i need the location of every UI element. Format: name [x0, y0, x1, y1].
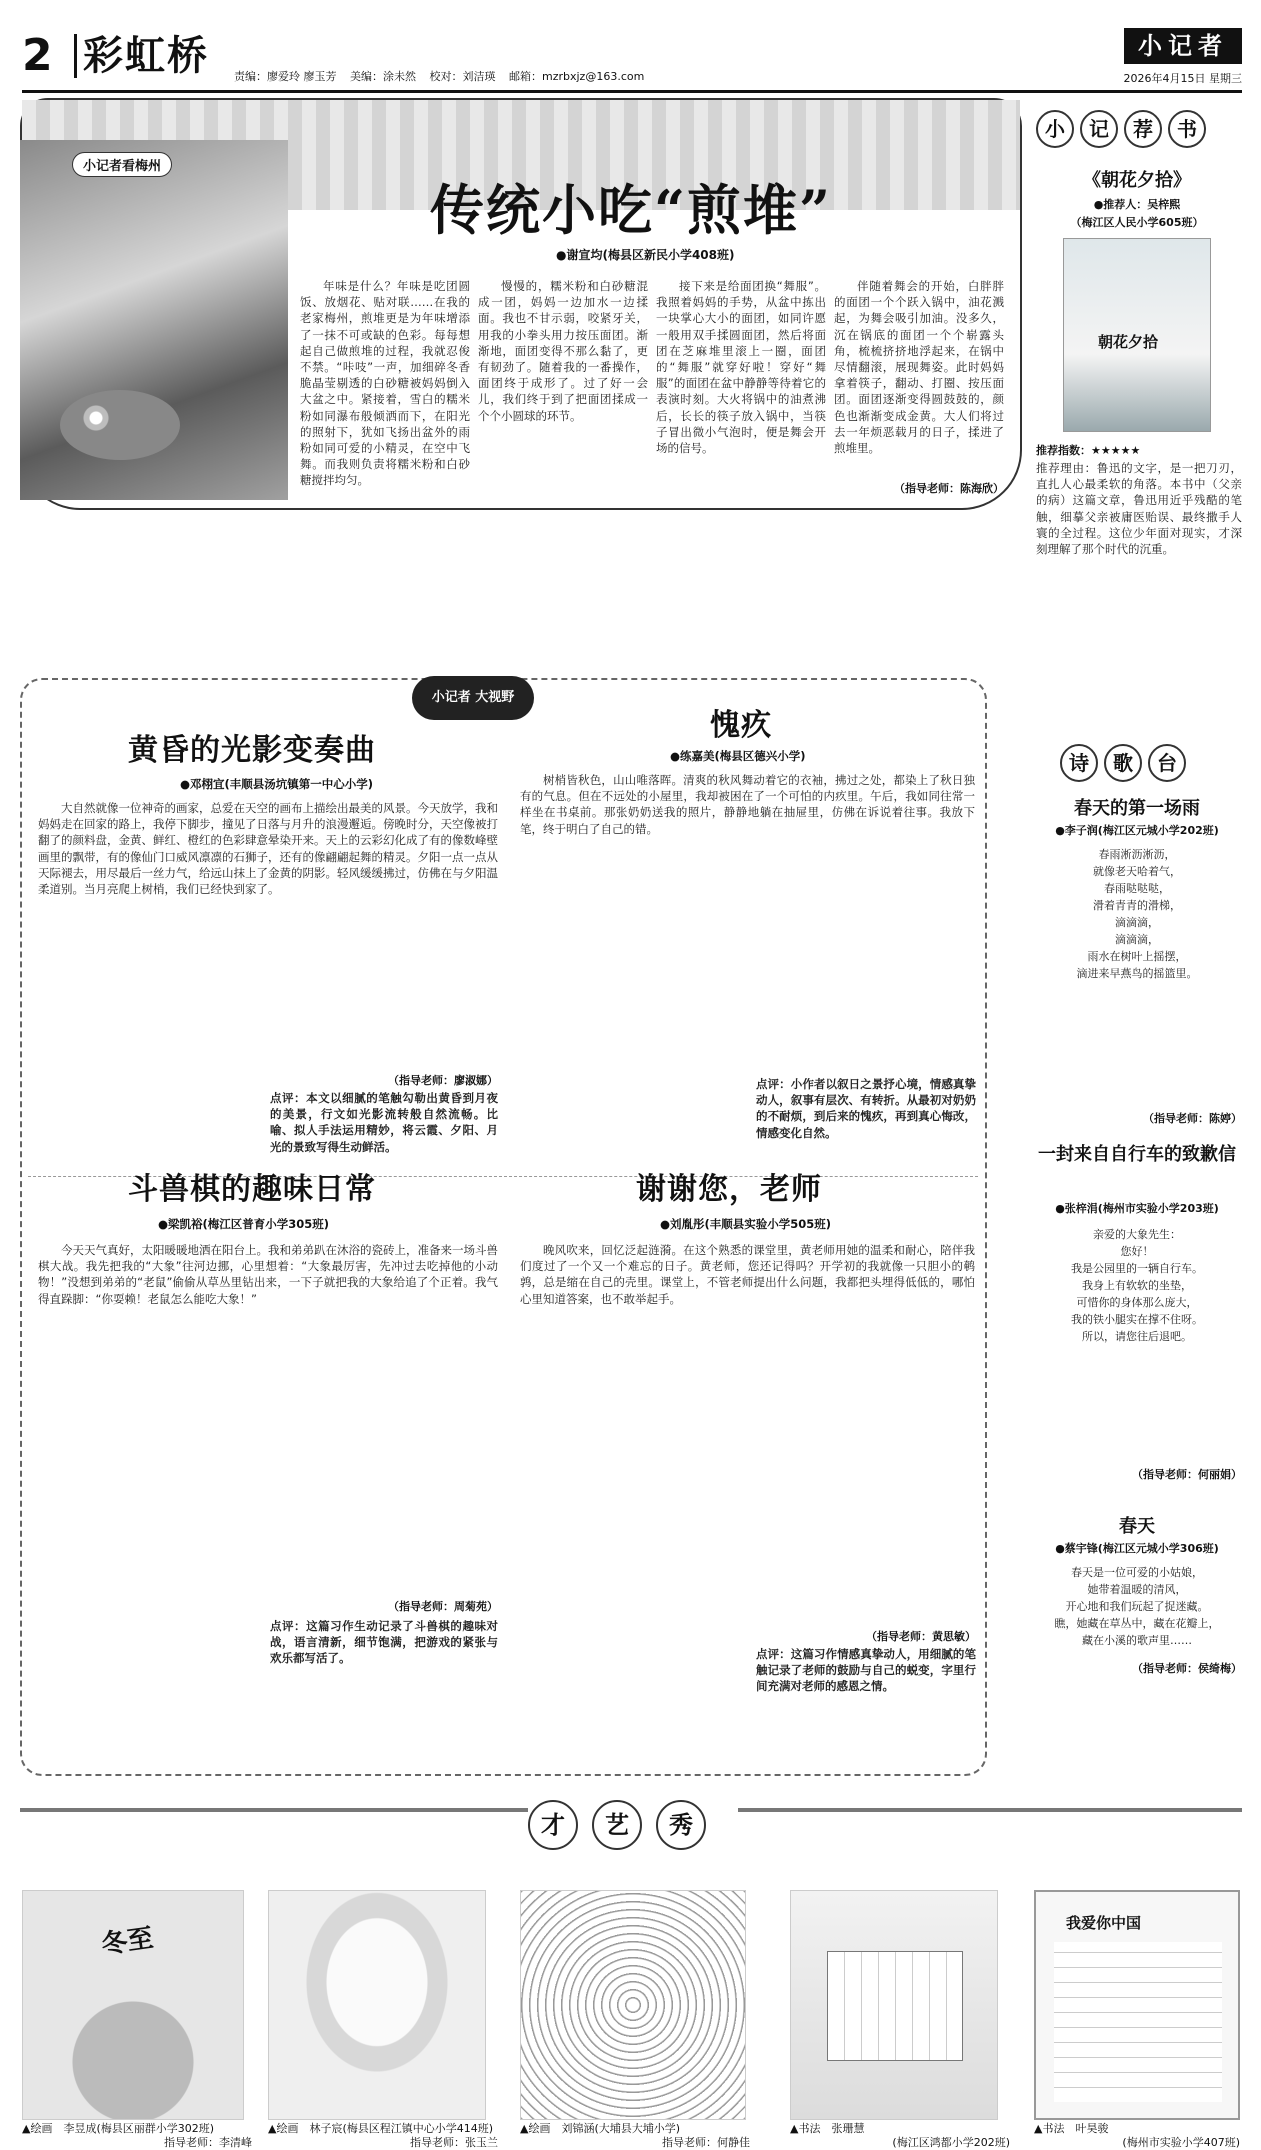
caption-teacher: 指导老师：李清峰	[164, 2136, 252, 2149]
poetry-char-2: 歌	[1104, 744, 1142, 782]
recommend-index-label: 推荐指数：	[1036, 444, 1091, 457]
poem-body-1	[1032, 846, 1242, 982]
gallery-char-1: 才	[528, 1800, 578, 1850]
article-byline-chess: ●梁凯裕(梅江区普育小学305班)	[158, 1217, 330, 1231]
poem-line: 可惜你的身体那么庞大，	[1076, 1296, 1198, 1309]
poem-line: 春雨淅沥淅沥，	[1098, 848, 1176, 861]
article-title-chess: 斗兽棋的趣味日常	[128, 1172, 376, 1207]
poem-line: 滴滴滴，	[1115, 933, 1159, 946]
feature-col-3: 接下来是给面团换“舞服”。我照着妈妈的手势，从盆中拣出一块掌心大小的面团，如同许愿一般用双手揉圆面团，然后将面团在芝麻堆里滚上一圈，面团的“舞服”就穿好啦！穿好“舞服”的面团在盆中静静等待着它的表演时刻。大火将锅中的油煮沸后，长长的筷子放入锅中，当筷子冒出微小气泡时，便是舞会开场的信号。	[656, 279, 826, 456]
section-title: 彩虹桥	[74, 34, 209, 78]
artwork-caption-4	[790, 2122, 1010, 2150]
recommend-index	[1036, 442, 1140, 458]
poem-line: 滴滴滴，	[1115, 916, 1159, 929]
caption-teacher: 指导老师：何静佳	[662, 2136, 750, 2149]
poem-line: 就像老天哈着气，	[1093, 865, 1181, 878]
article-body-teacher: 晚风吹来，回忆泛起涟漪。在这个熟悉的课堂里，黄老师用她的温柔和耐心，陪伴我们度过了一个又一个难忘的日子。黄老师，您还记得吗？开学初的我就像一只胆小的鹌鹑，总是缩在自己的壳里。课堂上，不管老师提出什么问题，我都把头埋得低低的，哪怕心里知道答案，也不敢举起手。	[520, 1243, 975, 1306]
poem-line: 瞧，她藏在草丛中，藏在花瓣上，	[1054, 1617, 1220, 1630]
feature-col-1: 年味是什么？年味是吃团圆饭、放烟花、贴对联……在我的老家梅州，煎堆更是为年味增添了一抹不可或缺的色彩。每每想起自己做煎堆的过程，我就忍俊不禁。“咔吱”一声，加细碎冬香脆晶莹剔透的白砂糖被妈妈倒入大盆之中。紧接着，雪白的糯米粉如同瀑布般倾洒而下，在阳光的照射下，犹如飞扬出盆外的雨粉如同可爱的小精灵，在空中飞舞。而我则负责将糯米粉和白砂糖搅拌均匀。	[300, 279, 470, 488]
feature-teacher-note: （指导老师：陈海欣）	[894, 482, 1004, 495]
poetry-char-3: 台	[1148, 744, 1186, 782]
poem-byline-2: ●张梓涓(梅州市实验小学203班)	[1055, 1202, 1219, 1215]
artwork-label: 冬至	[99, 1923, 156, 1961]
poem-line: 所以，请您往后退吧。	[1082, 1330, 1192, 1343]
book-cover	[1063, 238, 1211, 432]
article-title-sunset: 黄昏的光影变奏曲	[128, 733, 376, 768]
feature-photo	[20, 140, 288, 500]
article-title-teacher: 谢谢您，老师	[636, 1172, 822, 1207]
artwork-painting-1	[22, 1890, 244, 2120]
poem-title-1: 春天的第一场雨	[1074, 798, 1200, 819]
poetry-heading	[1060, 744, 1240, 782]
book-title: 《朝花夕拾》	[1083, 170, 1191, 191]
book-recommender: ●推荐人：吴梓熙	[1093, 198, 1181, 211]
artwork-caption-5	[1034, 2122, 1240, 2150]
poem-title-2: 一封来自自行车的致歉信	[1038, 1144, 1236, 1165]
heading-char-4: 书	[1168, 110, 1206, 148]
article-comment-sunset: 点评：本文以细腻的笔触勾勒出黄昏到月夜的美景，行文如光影流转般自然流畅。比喻、拟人手法运用精妙，将云霞、夕阳、月光的景致写得生动鲜活。	[270, 1091, 498, 1154]
poetry-char-1: 诗	[1060, 744, 1098, 782]
recommend-reason: 推荐理由：鲁迅的文字，是一把刀刃，直扎人心最柔软的角落。本书中（父亲的病）这篇文章，鲁迅用近乎残酷的笔触，细摹父亲被庸医贻误、最终撒手人寰的全过程。这位少年面对现实，才深刻理解了那个时代的沉重。	[1036, 461, 1242, 557]
article-title-guilt: 愧疚	[710, 708, 772, 743]
poem-line: 您好！	[1120, 1245, 1154, 1258]
article-teacher-teacher: （指导老师：黄思敏）	[866, 1630, 976, 1643]
poem-line: 春天是一位可爱的小姑娘，	[1071, 1566, 1203, 1579]
caption-text: ▲绘画 刘锦涵(大埔县大埔小学)	[520, 2122, 681, 2135]
calligraphy-sheet	[827, 1951, 963, 2061]
header-rule	[22, 90, 1242, 93]
poem-line: 滴进来早燕鸟的摇篮里。	[1076, 967, 1198, 980]
poem-line: 我的铁小腿实在撑不住呀。	[1071, 1313, 1203, 1326]
book-cover-title: 朝花夕拾	[1098, 333, 1159, 351]
issue-date: 2026年4月15日 星期三	[1123, 72, 1242, 85]
poem-byline-1: ●李子润(梅江区元城小学202班)	[1055, 824, 1219, 837]
article-teacher-sunset: （指导老师：廖淑娜）	[388, 1074, 498, 1087]
poem-title-3: 春天	[1119, 1516, 1155, 1537]
caption-text: ▲绘画 李昱成(梅县区丽群小学302班)	[22, 2122, 215, 2135]
masthead-brand: 小记者	[1124, 28, 1242, 64]
caption-text: ▲绘画 林子宸(梅县区程江镇中心小学414班)	[268, 2122, 494, 2135]
credit-designer: 美编：涂未然	[350, 70, 416, 83]
feature-col-4: 伴随着舞会的开始，白胖胖的面团一个个跃入锅中，油花溅起，为舞会吸引加油。没多久，沉在锅底的面团一个个崭露头角，梳梳挤挤地浮起来，在锅中尽情翻滚，展现舞姿。此时妈妈拿着筷子，翻动、打圈、按压面团。面团逐渐变得圆鼓鼓的，颜色也渐渐变成金黄。大人们将过去一年烦恶载月的日子，揉进了煎堆里。	[834, 279, 1004, 456]
credit-editor: 责编：廖爱玲 廖玉芳	[234, 70, 337, 83]
gallery-heading	[528, 1800, 738, 1852]
editor-credits	[234, 68, 654, 84]
caption-teacher: 指导老师：张玉兰	[410, 2136, 498, 2149]
article-body-guilt: 树梢皆秋色，山山唯落晖。清爽的秋风舞动着它的衣袖，拂过之处，都染上了秋日独有的气息。但在不远处的小屋里，我却被困在了一个可怕的内疚里。午后，我如同往常一样坐在书桌前。那张奶奶送我的照片，静静地躺在抽屉里，仿佛在诉说着往事。我放下笔，终于明白了自己的错。	[520, 773, 975, 836]
poem-line: 雨水在树叶上摇摆，	[1087, 950, 1187, 963]
heading-char-3: 荐	[1124, 110, 1162, 148]
page-number: 2	[22, 30, 53, 81]
article-comment-guilt: 点评：小作者以叙日之景抒心境，情感真挚动人，叙事有层次、有转折。从最初对奶奶的不耐烦，到后来的愧疚，再到真心悔改，情感变化自然。	[756, 1077, 976, 1140]
article-byline-guilt: ●练嘉美(梅县区德兴小学)	[670, 749, 806, 763]
gallery-char-2: 艺	[592, 1800, 642, 1850]
calligraphy-grid	[1054, 1942, 1222, 2102]
artwork-caption-2	[268, 2122, 498, 2150]
poem-line: 开心地和我们玩起了捉迷藏。	[1065, 1600, 1209, 1613]
artwork-painting-2	[268, 1890, 486, 2120]
feature-tag: 小记者看梅州	[72, 152, 172, 177]
feature-byline: ●谢宣均(梅县区新民小学408班)	[556, 248, 735, 262]
rating-stars: ★★★★★	[1091, 444, 1141, 457]
page-header	[22, 28, 1242, 88]
poem-line: 亲爱的大象先生：	[1093, 1228, 1181, 1241]
poem-body-3	[1032, 1564, 1242, 1649]
poem-line: 我是公园里的一辆自行车。	[1071, 1262, 1203, 1275]
bowl-of-jiandui	[60, 390, 180, 460]
feature-title: 传统小吃“煎堆”	[430, 178, 833, 242]
feature-col-2: 慢慢的，糯米粉和白砂糖混成一团，妈妈一边加水一边揉面。我也不甘示弱，咬紧牙关，用我的小拳头用力按压面团。渐渐地，面团变得不那么黏了，更有韧劲了。随着我的一番操作，面团终于成形了。过了好一会儿，我们终于到了把面团揉成一个个小圆球的环节。	[478, 279, 648, 423]
article-comment-chess: 点评：这篇习作生动记录了斗兽棋的趣味对战，语言清新，细节饱满，把游戏的紧张与欢乐都写活了。	[270, 1619, 498, 1666]
section-tag: 小记者 大视野	[412, 676, 534, 720]
artwork-caption-3	[520, 2122, 750, 2150]
poem-byline-3: ●蔡宇锋(梅江区元城小学306班)	[1055, 1542, 1219, 1555]
recommender-school: （梅江区人民小学605班）	[1070, 216, 1204, 229]
caption-text: ▲书法 张珊慧	[790, 2122, 865, 2135]
poem-body-2	[1032, 1226, 1242, 1345]
article-body-sunset: 大自然就像一位神奇的画家，总爱在天空的画布上描绘出最美的风景。今天放学，我和妈妈走在回家的路上，我停下脚步，撞见了日落与月升的浪漫邂逅。傍晚时分，天空像被打翻了的颜料盘，金黄、鲜红、橙红的色彩肆意晕染开来。天上的云彩幻化成了有的像数峰壁画里的飘带，有的像仙门口威风凛凛的石狮子，还有的像翩翩起舞的精灵。夕阳一点一点从天际褪去，用尽最后一丝力气，给远山抹上了金黄的阴影。轻风缓缓拂过，仿佛在与夕阳温柔道别。当月亮爬上树梢，我们已经快到家了。	[38, 801, 498, 897]
artwork-label: 我爱你中国	[1066, 1914, 1142, 1932]
poem-line: 春雨哒哒哒，	[1104, 882, 1170, 895]
poem-line: 她带着温暖的清风，	[1087, 1583, 1187, 1596]
heading-char-1: 小	[1036, 110, 1074, 148]
credit-email: 邮箱：mzrbxjz@163.com	[509, 70, 645, 83]
gallery-char-3: 秀	[656, 1800, 706, 1850]
caption-text: ▲书法 叶昊骏	[1034, 2122, 1109, 2135]
artwork-calligraphy-1	[790, 1890, 998, 2120]
poem-line: 藏在小溪的歌声里……	[1082, 1634, 1192, 1647]
caption-teacher: (梅州市实验小学407班)	[1122, 2136, 1240, 2149]
article-comment-teacher: 点评：这篇习作情感真挚动人，用细腻的笔触记录了老师的鼓励与自己的蜕变，字里行间充满对老师的感恩之情。	[756, 1647, 976, 1694]
heading-char-2: 记	[1080, 110, 1118, 148]
article-teacher-chess: （指导老师：周菊苑）	[388, 1600, 498, 1613]
poem-line: 滑着青青的滑梯，	[1093, 899, 1181, 912]
article-byline-teacher: ●刘胤彤(丰顺县实验小学505班)	[660, 1217, 832, 1231]
article-body-chess: 今天天气真好，太阳暖暖地洒在阳台上。我和弟弟趴在沐浴的瓷砖上，准备来一场斗兽棋大战。我先把我的“大象”往河边挪，心里想着：“大象最厉害，先冲过去吃掉他的小动物！”没想到弟弟的“老鼠”偷偷从草丛里钻出来，一下子就把我的大象给追了个正着。我气得直跺脚：“你耍赖！老鼠怎么能吃大象！”	[38, 1243, 498, 1306]
artwork-painting-3	[520, 1890, 746, 2120]
poem-teacher-1: （指导老师：陈婷）	[1143, 1112, 1242, 1125]
book-recommend-heading	[1036, 110, 1246, 148]
artwork-calligraphy-2	[1034, 1890, 1240, 2120]
credit-proofreader: 校对：刘洁瑛	[429, 70, 496, 83]
article-byline-sunset: ●邓栩宜(丰顺县汤坑镇第一中心小学)	[180, 777, 374, 791]
poem-teacher-2: （指导老师：何丽娟）	[1132, 1468, 1242, 1481]
caption-teacher: (梅江区鸿都小学202班)	[892, 2136, 1010, 2149]
poem-line: 我身上有软软的坐垫，	[1082, 1279, 1192, 1292]
poem-teacher-3: （指导老师：侯绮梅）	[1132, 1662, 1242, 1675]
artwork-caption-1	[22, 2122, 252, 2150]
